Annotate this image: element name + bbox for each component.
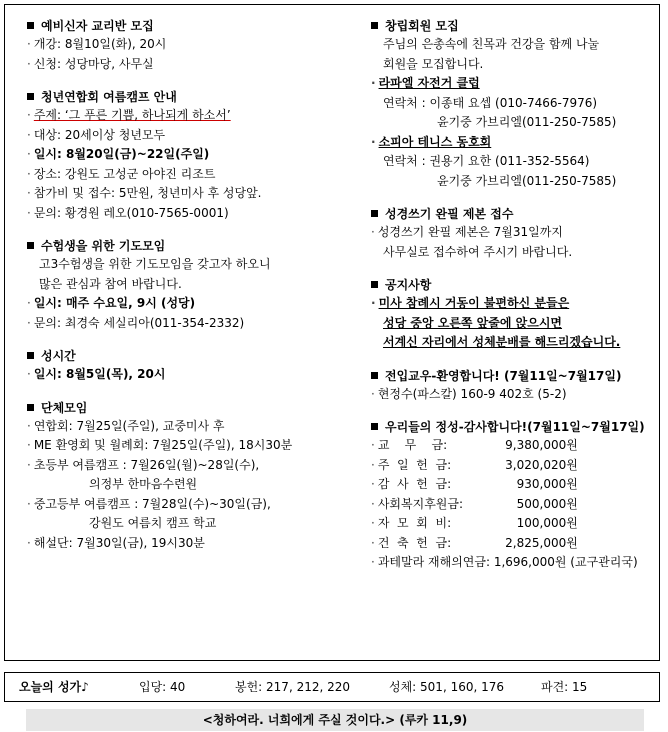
info-line: 대상: 20세이상 청년모두 [33, 127, 166, 142]
section-title: 성시간 [27, 347, 347, 365]
info-line: 일시: 매주 수요일, 9시 (성당) [33, 296, 196, 310]
dot-icon: · [27, 127, 31, 142]
bullet-square-icon [27, 22, 34, 29]
offering-row [371, 514, 663, 534]
founding-section [371, 17, 663, 191]
dot-icon: · [27, 186, 31, 200]
section-title: 창립회원 모집 [371, 17, 663, 35]
bullet-square-icon [371, 281, 378, 288]
bible-section [371, 205, 663, 262]
info-line: 장소: 강원도 고성군 아야진 리조트 [33, 166, 216, 181]
bullet-square-icon [27, 242, 34, 249]
info-line: 성경쓰기 완필 제본은 7월31일까지 [377, 225, 563, 239]
dot-icon: · [371, 296, 376, 310]
dot-icon: · [371, 438, 375, 452]
info-line: 참가비 및 접수: 5만원, 청년미사 후 성당앞. [33, 186, 262, 200]
section-title: 수험생을 위한 기도모임 [27, 237, 347, 255]
dot-icon: · [371, 477, 375, 491]
dot-icon: · [371, 134, 376, 149]
offering-row [371, 436, 663, 456]
dot-icon: · [371, 535, 375, 550]
offering-line: 과테말라 재해의연금: 1,696,000원 (교구관리국) [377, 555, 638, 569]
section-title: 예비신자 교리반 모집 [27, 17, 347, 35]
info-line: 의정부 한마음수련원 [89, 477, 198, 491]
youth-camp-section [27, 88, 347, 223]
offertory-hymn: 봉헌: 217, 212, 220 [235, 680, 351, 694]
info-line: ME 환영회 및 월례회: 7월25일(주일), 18시30분 [33, 438, 293, 452]
offering-row [371, 456, 663, 476]
bullet-square-icon [371, 210, 378, 217]
bullet-square-icon [371, 22, 378, 29]
contact-label: 연락처 : [383, 95, 430, 110]
left-column [27, 17, 347, 567]
dot-icon: · [371, 76, 376, 90]
groups-section [27, 399, 347, 554]
dot-icon: · [371, 457, 375, 472]
contact-label: 연락처 : [383, 154, 430, 168]
dot-icon: · [27, 56, 31, 71]
info-line: 신청: 성당마당, 사무실 [33, 56, 154, 71]
info-line: 개강: 8월10일(화), 20시 [33, 37, 167, 51]
dot-icon: · [27, 108, 31, 122]
bullet-square-icon [371, 423, 378, 430]
notice-line: 미사 참례시 거동이 불편하신 분들은 [378, 296, 570, 310]
notice-section [371, 276, 663, 353]
dot-icon: · [371, 555, 375, 569]
info-line: 강원도 여름치 캠프 학교 [89, 516, 217, 530]
dismissal-hymn: 파견: 15 [541, 680, 588, 694]
dot-icon: · [27, 367, 31, 381]
catechumen-section [27, 17, 347, 74]
info-line: 초등부 여름캠프 : 7월26일(월)~28일(수), [33, 457, 260, 472]
bullet-square-icon [371, 372, 378, 379]
bullet-square-icon [27, 93, 34, 100]
info-line: 해설단: 7월30일(금), 19시30분 [33, 535, 205, 550]
offering-row [371, 495, 663, 515]
offering-amount: 2,825,000원 [505, 535, 578, 550]
offering-row [371, 475, 663, 495]
offering-amount: 500,000원 [516, 496, 578, 511]
info-line: 일시: 8월20일(금)~22일(주일) [33, 147, 210, 161]
info-line: 사무실로 접수하여 주시기 바랍니다. [383, 244, 573, 259]
contact-line: 이종태 요셉 (010-7466-7976) [429, 95, 598, 110]
bible-verse: <청하여라. 너희에게 주실 것이다.> (루카 11,9) [26, 709, 644, 731]
info-line: 많은 관심과 참여 바랍니다. [39, 276, 182, 291]
bullet-square-icon [27, 404, 34, 411]
offering-row [371, 553, 663, 573]
dot-icon: · [27, 147, 31, 161]
offering-name: 자 모 회 비: [377, 516, 452, 530]
dot-icon: · [27, 457, 31, 472]
info-line: 회원을 모집합니다. [383, 56, 484, 71]
thanks-section [371, 418, 663, 573]
dot-icon: · [371, 225, 375, 239]
offering-amount: 3,020,020원 [505, 457, 578, 472]
right-column [371, 17, 663, 587]
info-line: 주제: ‘그 푸른 기쁨, 하나되게 하소서’ [33, 108, 231, 122]
dot-icon: · [27, 205, 31, 220]
dot-icon: · [27, 315, 31, 330]
dot-icon: · [27, 418, 31, 433]
dot-icon: · [27, 37, 31, 51]
info-line: 주님의 은총속에 친목과 건강을 함께 나눌 [383, 37, 600, 51]
hymn-label: 오늘의 성가♪ [19, 680, 89, 694]
communion-hymn: 성체: 501, 160, 176 [389, 680, 505, 694]
dot-icon: · [371, 516, 375, 530]
offering-name: 교 무 금: [377, 438, 448, 452]
info-line: 고3수험생을 위한 기도모임을 갖고자 하오니 [39, 257, 271, 271]
dot-icon: · [371, 496, 375, 511]
bulletin-frame [4, 4, 660, 661]
section-title: 공지사항 [371, 276, 663, 294]
info-line: 현정수(파스칼) 160-9 402호 (5-2) [377, 386, 567, 401]
contact-line: 윤기중 가브리엘(011-250-7585) [437, 173, 617, 188]
info-line: 일시: 8월5일(목), 20시 [33, 367, 166, 381]
contact-line: 권용기 요한 (011-352-5564) [429, 154, 590, 168]
dot-icon: · [27, 496, 31, 511]
bullet-square-icon [27, 352, 34, 359]
notice-line: 서계신 자리에서 성체분배를 해드리겠습니다. [383, 335, 621, 349]
dot-icon: · [27, 166, 31, 181]
offering-amount: 9,380,000원 [505, 438, 578, 452]
offering-name: 건 축 헌 금: [377, 535, 452, 550]
entrance-hymn: 입당: 40 [139, 680, 186, 694]
info-line: 중고등부 여름캠프 : 7월28일(수)~30일(금), [33, 496, 271, 511]
dot-icon: · [27, 438, 31, 452]
offering-name: 사회복지후원금: [377, 496, 464, 511]
section-title: 우리들의 정성-감사합니다!(7월11일~7월17일) [371, 418, 663, 436]
section-title: 전입교우-환영합니다! (7월11일~7월17일) [371, 367, 663, 385]
hymn-stats-bar [4, 672, 660, 702]
exam-prayer-section [27, 237, 347, 333]
holy-hour-section [27, 347, 347, 385]
dot-icon: · [371, 386, 375, 401]
club-name: 라파엘 자전거 클럽 [378, 76, 480, 90]
offering-name: 주 일 헌 금: [377, 457, 452, 472]
offering-row [371, 534, 663, 554]
welcome-section [371, 367, 663, 405]
offering-amount: 100,000원 [516, 516, 578, 530]
section-title: 청년연합회 여름캠프 안내 [27, 88, 347, 106]
dot-icon: · [27, 296, 31, 310]
section-title: 단체모임 [27, 399, 347, 417]
dot-icon: · [27, 535, 31, 550]
section-title: 성경쓰기 완필 제본 접수 [371, 205, 663, 223]
notice-line: 성당 중앙 오른쪽 앞줄에 앉으시면 [383, 315, 563, 330]
info-line: 문의: 황경원 레오(010-7565-0001) [33, 205, 229, 220]
club-name: 소피아 테니스 동호회 [378, 134, 492, 149]
info-line: 연합회: 7월25일(주일), 교중미사 후 [33, 418, 225, 433]
info-line: 문의: 최경숙 세실리아(011-354-2332) [33, 315, 245, 330]
contact-line: 윤기중 가브리엘(011-250-7585) [437, 115, 617, 129]
offering-name: 감 사 헌 금: [377, 477, 452, 491]
offering-amount: 930,000원 [516, 477, 578, 491]
